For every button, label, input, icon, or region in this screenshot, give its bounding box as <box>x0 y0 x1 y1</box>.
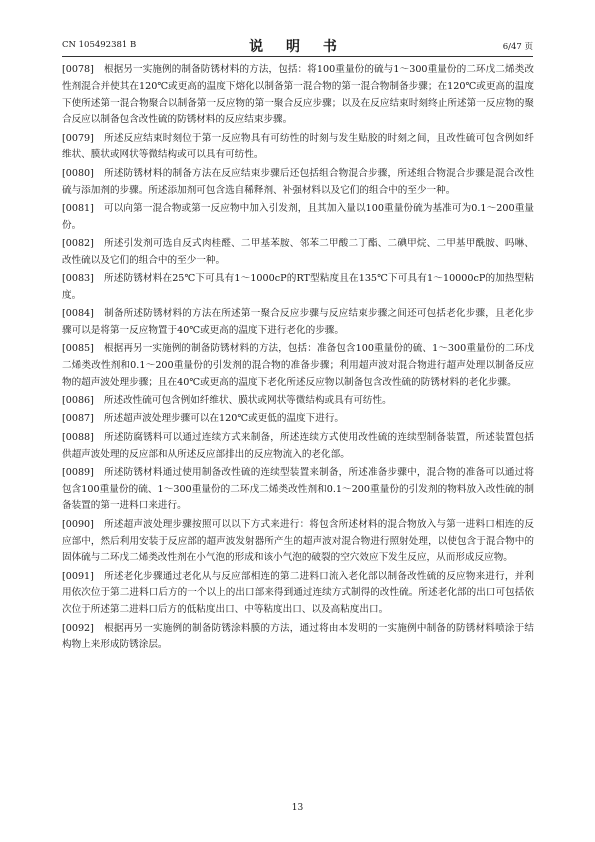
paragraph-number: [0083] <box>62 273 94 285</box>
page-header <box>62 36 533 54</box>
paragraph-text: 制备所述防锈材料的方法在所述第一聚合反应步骤与反应结束步骤之间还可包括老化步骤，且老化步骤可以是将第一反应物置于40℃或更高的温度下进行老化的步骤。 <box>62 308 534 336</box>
paragraph-number: [0090] <box>62 518 94 530</box>
document-title: 说 明 书 <box>249 39 346 55</box>
paragraph <box>62 430 534 464</box>
paragraph-text: 所述防锈材料在25℃下可具有1～1000cP的RT型粘度且在135℃下可具有1～10000cP的加热型粘度。 <box>62 273 534 301</box>
paragraph-number: [0080] <box>62 167 94 179</box>
paragraph-number: [0086] <box>62 395 94 407</box>
paragraph <box>62 306 534 340</box>
paragraph-number: [0088] <box>62 431 94 443</box>
paragraph-number: [0082] <box>62 237 94 249</box>
paragraph-number: [0087] <box>62 413 94 425</box>
paragraph-text: 所述老化步骤通过老化从与反应部相连的第二进料口流入老化部以制备改性硫的反应物来进行，并利用依次位于第二进料口后方的一个以上的出口部来得到通过连续方式制得的改性硫。所述老化部的出口可包括依次位于所述第二进料口后方的低粘度出口、中等粘度出口、以及高粘度出口。 <box>62 570 534 616</box>
paragraph-number: [0084] <box>62 308 94 320</box>
paragraph-text: 所述防腐锈料可以通过连续方式来制备，所述连续方式使用改性硫的连续型制备装置，所述装置包括供超声波处理的反应部和从所述反应部排出的反应物流入的老化部。 <box>62 431 534 460</box>
paragraph-text: 所述改性硫可包含例如纤维状、膜状或网状等微结构或具有可纺性。 <box>103 395 392 407</box>
paragraph-number: [0085] <box>62 343 94 355</box>
paragraph-text: 所述防锈材料通过使用制备改性硫的连续型装置来制备，所述准备步骤中，混合物的准备可以通过将包含100重量份的硫、1～300重量份的二环戊二烯类改性剂和0.1～200重量份的引发剂的物料放入改性硫的制备装置的第一进料口来进行。 <box>62 466 534 512</box>
paragraph <box>62 236 534 270</box>
paragraph <box>62 62 534 129</box>
paragraph-number: [0079] <box>62 132 94 144</box>
paragraph-text: 根据另一实施例的制备防锈材料的方法，包括：将100重量份的硫与1～300重量份的二环戊二烯类改性剂混合并使其在120℃或更高的温度下熔化以制备第一混合物的第一混合物制备步骤；在120℃或更高的温度下使所述第一混合物聚合以制备第一反应物的第一聚合反应步骤；以及在反应结束时刻终止所述第一反应物的聚合反应以制备包含改性硫的防锈材料的反应结束步骤。 <box>62 64 534 126</box>
paragraph-number: [0089] <box>62 466 94 478</box>
paragraph-text: 所述超声波处理步骤按照可以以下方式来进行：将包含所述材料的混合物放入与第一进料口相连的反应部中，然后利用安装于反应部的超声波发射器所产生的超声波对混合物进行照射处理，以使包含于混合物中的固体硫与二环戊二烯类改性剂在小气泡的形成和该小气泡的破裂的空穴效应下发生反应，从而形成反应物。 <box>62 518 534 564</box>
paragraph-text: 所述防锈材料的制备方法在反应结束步骤后还包括组合物混合步骤，所述组合物混合步骤是混合改性硫与添加剂的步骤。所述添加剂可包含选自稀释剂、补强材料以及它们的组合中的至少一种。 <box>62 167 534 196</box>
paragraph-text: 所述反应结束时刻位于第一反应物具有可纺性的时刻与发生贴胶的时刻之间，且改性硫可包含例如纤维状、膜状或网状等微结构或可以具有可纺性。 <box>62 132 534 161</box>
paragraph-text: 根据再另一实施例的制备防锈材料的方法，包括：准备包含100重量份的硫、1～300重量份的二环戊二烯类改性剂和0.1～200重量份的引发剂的混合物的准备步骤；利用超声波对混合物进行超声处理以制备反应物的超声波处理步骤；且在40℃或更高的温度下老化所述反应物以制备包含改性硫的防锈材料的老化步骤。 <box>62 343 534 388</box>
paragraph <box>62 621 534 655</box>
paragraph <box>62 465 534 515</box>
paragraph <box>62 569 534 619</box>
patent-number: CN 105492381 B <box>62 40 137 50</box>
paragraph <box>62 131 534 165</box>
paragraph-text: 所述引发剂可选自反式肉桂醛、二甲基苯胺、邻苯二甲酸二丁酯、二碘甲烷、二甲基甲酰胺、吗啉、改性硫以及它们的组合中的至少一种。 <box>62 237 534 266</box>
paragraph-number: [0078] <box>62 64 94 75</box>
paragraph-text: 根据再另一实施例的制备防锈涂料膜的方法，通过将由本发明的一实施例中制备的防锈材料喷涂于结构物上来形成防锈涂层。 <box>62 622 534 651</box>
paragraph-number: [0081] <box>62 202 94 214</box>
paragraph-number: [0092] <box>62 622 94 634</box>
paragraph <box>62 341 534 391</box>
paragraph-text: 可以向第一混合物或第一反应物中加入引发剂，且其加入量以100重量份硫为基准可为0.1～200重量份。 <box>62 202 534 231</box>
paragraph-text: 所述超声波处理步骤可以在120℃或更低的温度下进行。 <box>103 413 345 425</box>
page-reference: 6/47 页 <box>502 42 533 52</box>
paragraph <box>62 411 534 428</box>
paragraph <box>62 166 534 200</box>
document-body <box>62 62 534 656</box>
paragraph-number: [0091] <box>62 570 94 582</box>
header-rule <box>62 56 533 57</box>
paragraph <box>62 517 534 567</box>
paragraph <box>62 201 534 235</box>
paragraph <box>62 393 534 410</box>
page-number: 13 <box>291 803 304 813</box>
paragraph <box>62 271 534 305</box>
